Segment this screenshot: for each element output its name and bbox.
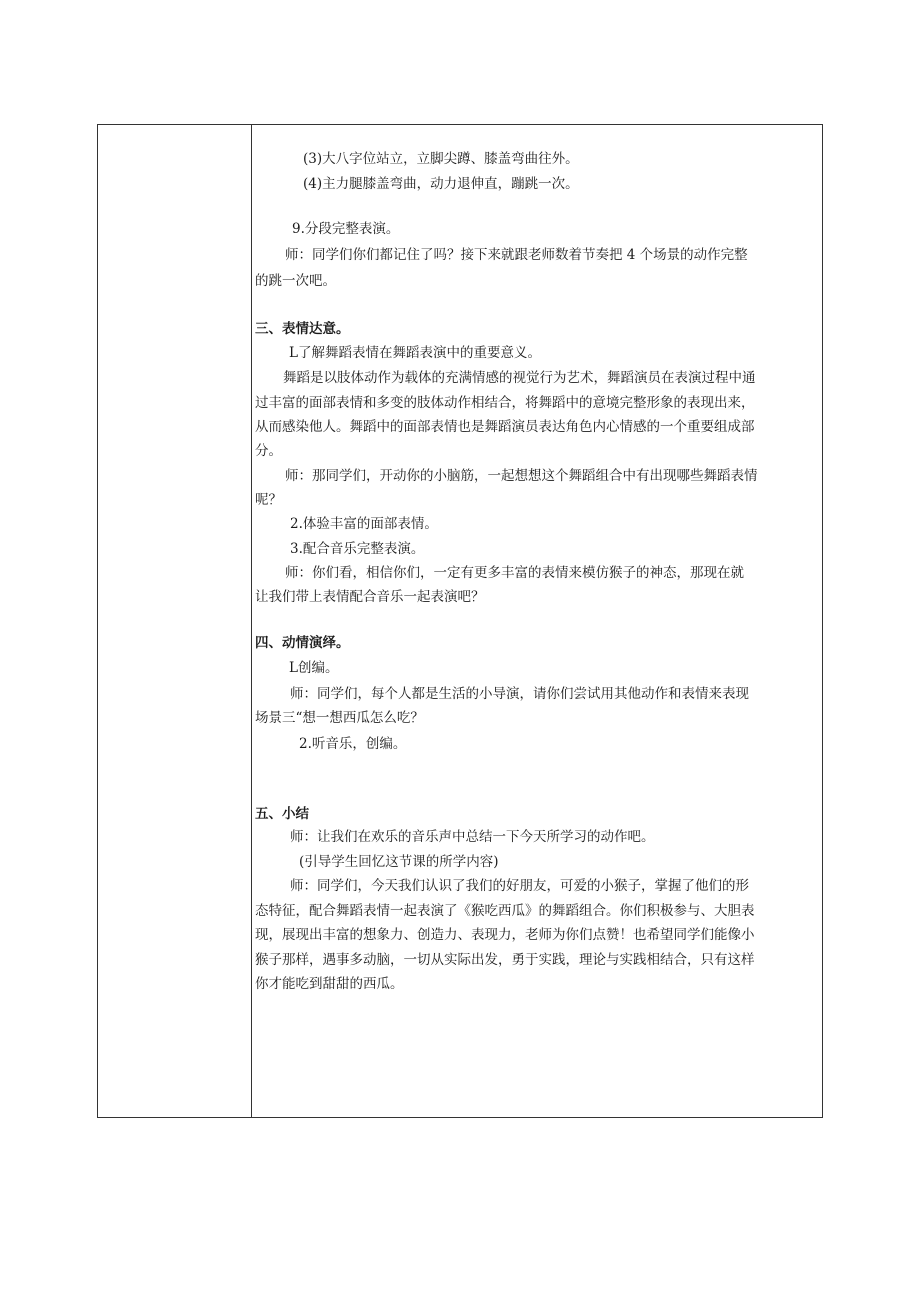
text-line: 的跳一次吧。 — [255, 273, 336, 289]
text-line: 2.听音乐，创编。 — [299, 736, 407, 752]
text-line: 过丰富的面部表情和多变的肢体动作相结合，将舞蹈中的意境完整形象的表现出来， — [255, 395, 755, 411]
text-line: 你才能吃到甜甜的西瓜。 — [255, 976, 404, 992]
text-line: 师：你们看，相信你们，一定有更多丰富的表情来模仿猴子的神态，那现在就 — [285, 565, 744, 581]
text-line: 2.体验丰富的面部表情。 — [290, 516, 438, 532]
text-line: 让我们带上表情配合音乐一起表演吧？ — [255, 589, 485, 605]
text-line: L创编。 — [289, 660, 339, 676]
text-line: 猴子那样，遇事多动脑，一切从实际出发，勇于实践，理论与实践相结合，只有这样 — [255, 952, 755, 968]
content-cell — [252, 125, 822, 1117]
text-line: 分。 — [255, 443, 282, 459]
text-line: 现，展现出丰富的想象力、创造力、表现力，老师为你们点赞！也希望同学们能像小 — [255, 927, 755, 943]
section-heading: 四、动情演绎。 — [255, 635, 350, 651]
text-line: 舞蹈是以肢体动作为载体的充满情感的视觉行为艺术，舞蹈演员在表演过程中通 — [283, 370, 756, 386]
text-line: 9.分段完整表演。 — [292, 221, 400, 237]
text-line: 从而感染他人。舞蹈中的面部表情也是舞蹈演员表达角色内心情感的一个重要组成部 — [255, 419, 755, 435]
text-line: (3)大八字位站立，立脚尖蹲、膝盖弯曲往外。 — [303, 151, 579, 167]
text-line: 师：那同学们，开动你的小脑筋，一起想想这个舞蹈组合中有出现哪些舞蹈表情 — [285, 468, 758, 484]
text-line: 师：同学们，今天我们认识了我们的好朋友，可爱的小猴子，掌握了他们的形 — [290, 878, 749, 894]
text-line: 3.配合音乐完整表演。 — [290, 541, 425, 557]
text-line: 态特征，配合舞蹈表情一起表演了《猴吃西瓜》的舞蹈组合。你们积极参与、大胆表 — [255, 903, 755, 919]
text-line: (4)主力腿膝盖弯曲，动力退伸直，蹦跳一次。 — [303, 176, 579, 192]
section-heading: 三、表情达意。 — [255, 321, 350, 337]
text-line: 师：让我们在欢乐的音乐声中总结一下今天所学习的动作吧。 — [290, 829, 655, 845]
text-line: 呢？ — [255, 492, 282, 508]
text-line: 师：同学们你们都记住了吗？接下来就跟老师数着节奏把 4 个场景的动作完整 — [285, 247, 748, 263]
left-column-cell — [98, 125, 252, 1117]
text-line: 师：同学们，每个人都是生活的小导演，请你们尝试用其他动作和表情来表现 — [290, 686, 749, 702]
section-heading: 五、小结 — [255, 806, 309, 822]
text-line: 场景三“想一想西瓜怎么吃？ — [255, 710, 424, 726]
lesson-table — [97, 124, 823, 1118]
text-line: (引导学生回忆这节课的所学内容) — [299, 854, 499, 870]
text-line: L了解舞蹈表情在舞蹈表演中的重要意义。 — [289, 345, 541, 361]
